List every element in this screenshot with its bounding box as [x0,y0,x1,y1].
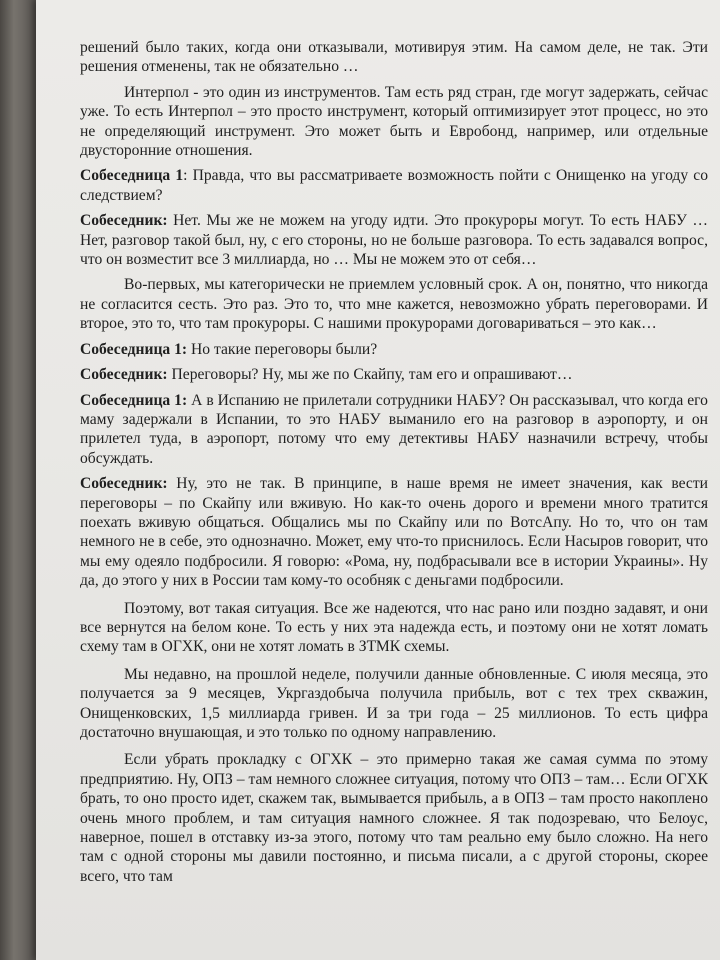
paragraph-1 [80,38,708,77]
paragraph-7 [80,365,708,384]
paragraph-text: Нет. Мы же не можем на угоду идти. Это прокуроры могут. То есть НАБУ … Нет, разговор такой был, ну, с его стороны, но не больше разговора. То есть задавался вопрос, что он возместит все 3 миллиарда, но … Мы не можем это от себя… [80,212,708,269]
speaker-label: Собеседница 1: [80,391,188,409]
paragraph-text: решений было таких, когда они отказывали, мотивируя этим. На самом деле, не так. Эти решения отменены, так не обязательно … [80,39,708,76]
paragraph-2 [80,83,708,161]
paragraph-text: Если убрать прокладку с ОГХК – это примерно такая же самая сумма по этому предприятию. Ну, ОПЗ – там немного сложнее ситуация, потому что ОПЗ – там… Если ОГХК брать, то оно просто идет, скажем так, вымывается прибыль, а в ОПЗ – там просто накоплено очень много проблем, и там ситуация намного сложнее. Я так подозреваю, что Белоус, наверное, пошел в отставку из-за этого, потому что там реально ему было сложно. На него там с одной стороны мы давили постоянно, и письма писали, а с другой стороны, скорее всего, что там [80,751,708,885]
paragraph-text: Но такие переговоры были? [187,340,378,358]
paragraph-text: А в Испанию не прилетали сотрудники НАБУ? Он рассказывал, что когда его маму задержали в Испании, то это НАБУ выманило его на разговор в аэропорту, и он прилетел туда, в аэропорт, потому что ему детективы НАБУ назначили встречу, чтобы обсуждать. [80,391,708,467]
paragraph-text: Переговоры? Ну, мы же по Скайпу, там его и опрашивают… [167,366,573,384]
paragraph-10 [80,599,708,657]
paragraph-text: : Правда, что вы рассматриваете возможность пойти с Онищенко на угоду со следствием? [80,167,708,204]
paragraph-12 [80,750,708,886]
paragraph-3 [80,166,708,205]
speaker-label: Собеседница 1 [80,167,184,185]
paragraph-4 [80,211,708,269]
paragraph-6 [80,340,708,359]
paragraph-text: Ну, это не так. В принципе, в наше время не имеет значения, как вести переговоры – по Скайпу или вживую. Но как-то очень дорого и времени много тратится поехать вживую общаться. Общались мы по Скайпу или по ВотсАпу. Но то, что он там немного не в себе, это однозначно. Может, ему что-то приснилось. Если Насыров говорит, что мы ему одеяло подбросили. Я говорю: «Рома, ну, подбрасывали все в истории Украины». Ну да, до этого у них в России там кому-то особняк с деньгами подбросили. [80,475,708,590]
speaker-label: Собеседница 1: [80,340,188,358]
paragraph-8 [80,391,708,469]
document-text [80,38,708,892]
paragraph-text: Интерпол - это один из инструментов. Там есть ряд стран, где могут задержать, сейчас уже. То есть Интерпол – это просто инструмент, который оптимизирует этот процесс, но это не определяющий инструмент. Это может быть и Евробонд, например, или отдельные двусторонние отношения. [80,83,708,160]
paragraph-text: Мы недавно, на прошлой неделе, получили данные обновленные. С июля месяца, это получается за 9 месяцев, Укргаздобыча получила прибыль, вот с тех трех скважин, Онищенковских, 1,5 миллиарда гривен. И за три года – 25 миллионов. То есть цифра достаточно внушающая, и это только по одному направлению. [80,665,708,741]
document-page [36,0,720,960]
speaker-label: Собеседник: [80,212,168,230]
speaker-label: Собеседник: [80,475,168,493]
paragraph-11 [80,665,708,743]
paragraph-5 [80,275,708,333]
speaker-label: Собеседник: [80,366,168,384]
paragraph-9 [80,474,708,590]
paragraph-text: Поэтому, вот такая ситуация. Все же надеются, что нас рано или поздно задавят, и они все вернутся на белом коне. То есть у них эта надежда есть, и поэтому они не хотят ломать схему там в ОГХК, они не хотят ломать в ЗТМК схемы. [80,599,708,656]
paragraph-text: Во-первых, мы категорически не приемлем условный срок. А он, понятно, что никогда не согласится сесть. Это раз. Это то, что мне кажется, невозможно убрать переговорами. И второе, это то, что там прокуроры. С нашими прокурорами договариваться – это как… [80,276,708,333]
